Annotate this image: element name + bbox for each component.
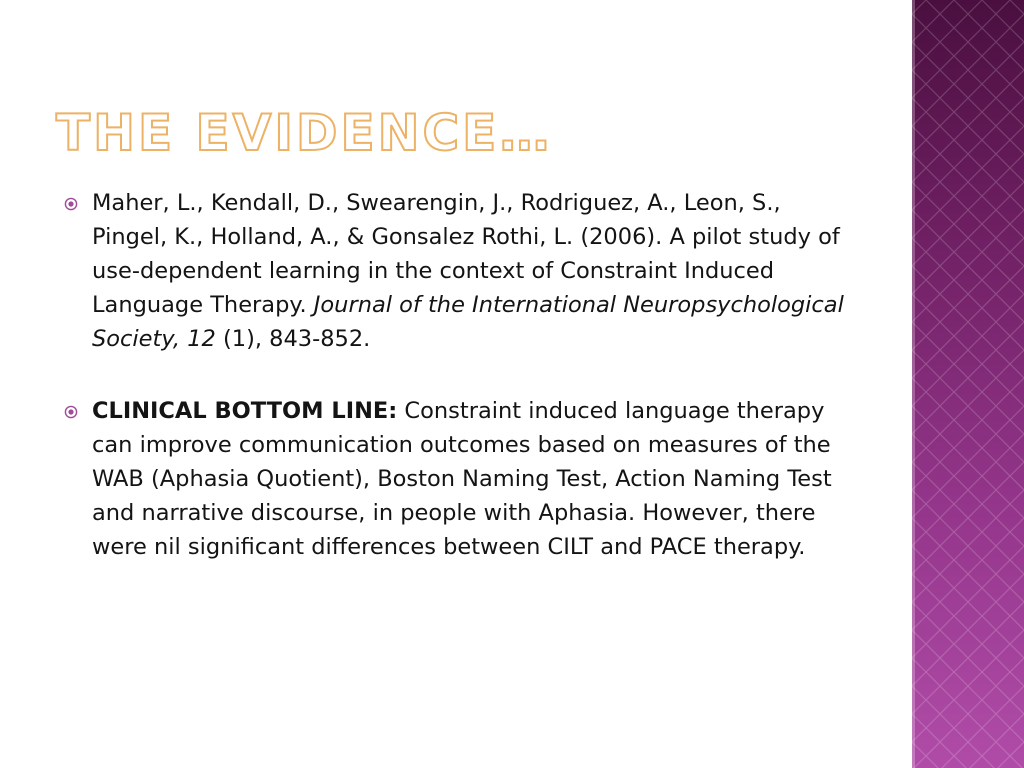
circled-dot-icon — [64, 197, 78, 211]
decorative-side-band — [912, 0, 1024, 768]
clinical-bottom-line-text: Constraint induced language therapy can improve communication outcomes based on measures of the WAB (Aphasia Quotient), Boston Naming Test, Action Naming Test and narrative discourse, in people with Aphasia. However, there were nil significant differences between CILT and PACE therapy. — [92, 398, 832, 560]
circled-dot-icon — [64, 405, 78, 419]
bullet-clinical-bottom-line — [64, 394, 854, 564]
band-edge — [912, 0, 915, 768]
bullet-citation — [64, 186, 854, 356]
citation-issue-pages: (1), 843-852. — [215, 326, 371, 352]
citation-text: Maher, L., Kendall, D., Swearengin, J., Rodriguez, A., Leon, S., Pingel, K., Holland, A., & Gonsalez Rothi, L. (2006). A pilot study of use-dependent learning in the context of Constraint Induced Language Therapy. — [92, 190, 840, 318]
diamond-pattern — [912, 0, 1024, 768]
slide-title: THE EVIDENCE… — [56, 104, 553, 162]
citation-journal: Journal of the International Neuropsychological Society, 12 — [92, 292, 844, 352]
slide-body — [64, 186, 854, 564]
clinical-bottom-line-label: CLINICAL BOTTOM LINE: — [92, 398, 398, 424]
